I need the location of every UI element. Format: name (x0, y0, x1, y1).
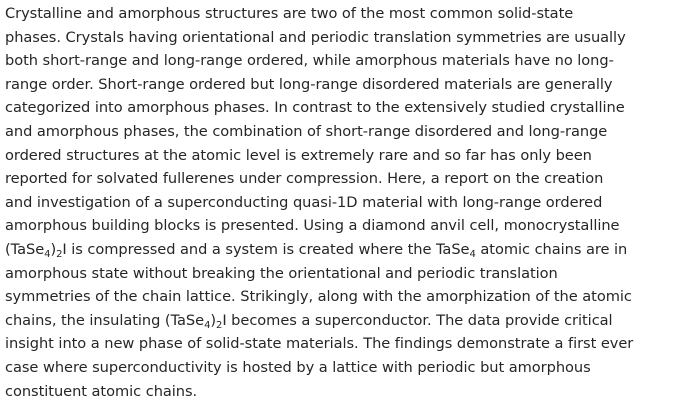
abstract-line: phases. Crystals having orientational and periodic translation symmetries are usually (5, 28, 626, 46)
subscript: 4 (469, 248, 476, 260)
abstract-line: amorphous state without breaking the orientational and periodic translation (5, 264, 558, 282)
abstract-line: amorphous building blocks is presented. Using a diamond anvil cell, monocrystalline (5, 217, 620, 235)
abstract-line: chains, the insulating $(TaSe_4)_2I$ becomes a superconductor. The data provide critical (5, 311, 613, 331)
abstract-line: insight into a new phase of solid-state materials. The findings demonstrate a first ever (5, 335, 634, 353)
abstract-line: $(TaSe_4)_2I$ is compressed and a system is created where the TaSe$_4$ atomic chains are in (5, 240, 628, 260)
abstract-line: case where superconductivity is hosted by a lattice with periodic but amorphous (5, 358, 591, 376)
subscript: 4 (204, 319, 211, 331)
subscript: 4 (44, 248, 51, 260)
subscript: 2 (216, 319, 223, 331)
abstract-line: reported for solvated fullerenes under compression. Here, a report on the creation (5, 170, 604, 188)
abstract-line: ordered structures at the atomic level is extremely rare and so far has only been (5, 146, 592, 164)
abstract-paragraph (5, 2, 681, 403)
abstract-line: Crystalline and amorphous structures are two of the most common solid-state (5, 5, 574, 22)
abstract-line: and investigation of a superconducting quasi-1D material with long-range ordered (5, 193, 603, 211)
abstract-line: and amorphous phases, the combination of short-range disordered and long-range (5, 122, 608, 140)
abstract-line: symmetries of the chain lattice. Strikingly, along with the amorphization of the atomic (5, 288, 632, 306)
abstract-line: constituent atomic chains. (5, 382, 198, 400)
abstract-line: range order. Short-range ordered but long-range disordered materials are generally (5, 75, 613, 93)
subscript: 2 (56, 248, 63, 260)
abstract-line: both short-range and long-range ordered, while amorphous materials have no long- (5, 52, 614, 70)
abstract-line: categorized into amorphous phases. In contrast to the extensively studied crystalline (5, 99, 625, 117)
